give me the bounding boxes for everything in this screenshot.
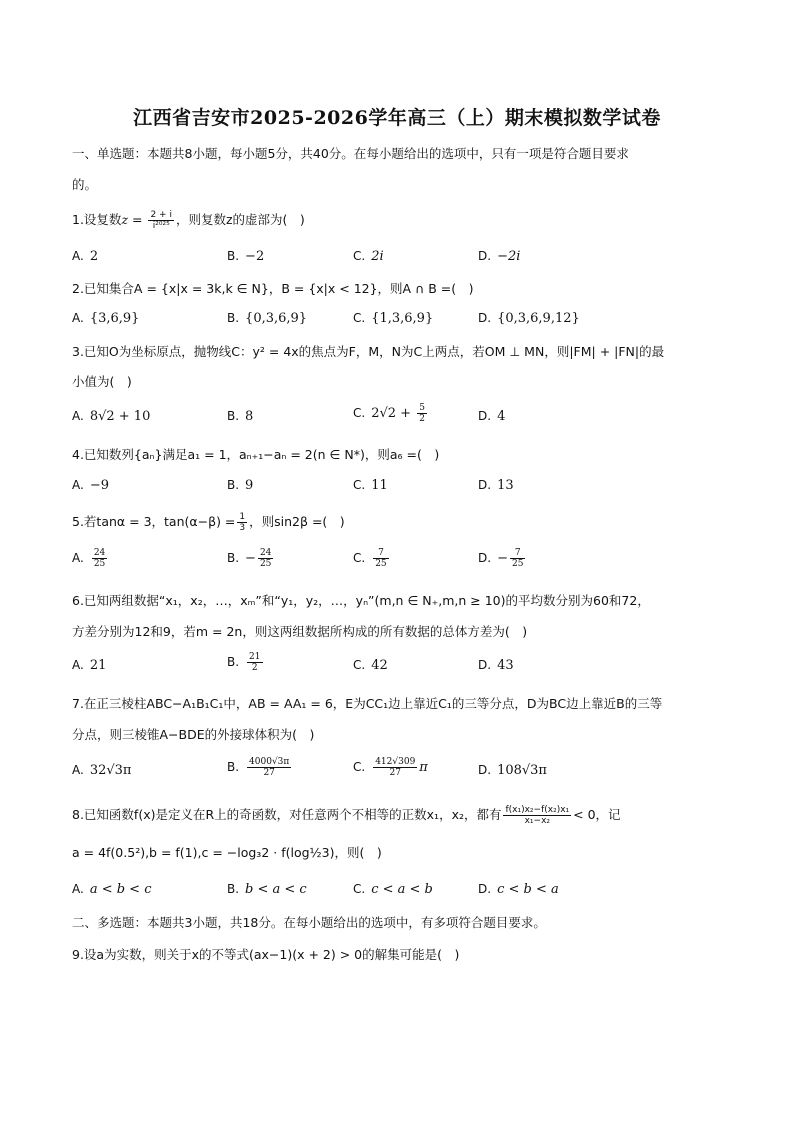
- q2-option-a[interactable]: A. {3,6,9}: [72, 311, 140, 326]
- q8-option-b[interactable]: B. b < a < c: [227, 882, 307, 897]
- question-7-stem-line1: 7.在正三棱柱ABC−A₁B₁C₁中，AB = AA₁ = 6，E为CC₁边上靠近C₁的三等分点，D为BC边上靠近B的三等: [72, 696, 663, 711]
- q1-option-d[interactable]: D. −2i: [478, 249, 521, 264]
- question-2-options: [72, 311, 732, 337]
- question-8-stem-line2: a = 4f(0.5²),b = f(1),c = −log₃2 · f(log½3)，则( ): [72, 845, 382, 860]
- q4-option-b[interactable]: B. 9: [227, 478, 254, 493]
- q7-option-a[interactable]: A. 32√3π: [72, 763, 132, 778]
- question-3-stem-line1: 3.已知O为坐标原点，抛物线C：y² = 4x的焦点为F，M，N为C上两点，若OM ⊥ MN，则|FM| + |FN|的最: [72, 344, 665, 359]
- q7-option-d[interactable]: D. 108√3π: [478, 763, 547, 778]
- section2-instructions: 二、多选题：本题共3小题，共18分。在每小题给出的选项中，有多项符合题目要求。: [72, 915, 546, 930]
- q2-option-d[interactable]: D. {0,3,6,9,12}: [478, 311, 580, 326]
- question-7-stem-line2: 分点，则三棱锥A−BDE的外接球体积为( ): [72, 727, 315, 742]
- q5-option-a[interactable]: A. $\frac{24}{25}$: [72, 548, 106, 569]
- q1-stem-suffix: ，则复数z的虚部为( ): [175, 212, 305, 227]
- q7-option-c[interactable]: C. $\frac{412√309}{27}$ π: [353, 757, 428, 778]
- q8-option-c[interactable]: C. c < a < b: [353, 882, 433, 897]
- q8-option-d[interactable]: D. c < b < a: [478, 882, 559, 897]
- question-6-stem-line1: 6.已知两组数据“x₁，x₂，…，xₘ”和“y₁，y₂，…，yₙ”(m,n ∈ N₊,m,n ≥ 10)的平均数分别为60和72，: [72, 593, 650, 608]
- question-7-options: [72, 757, 732, 789]
- q8-stem-suffix: < 0，记: [573, 807, 621, 822]
- question-6-stem-line2: 方差分别为12和9，若m = 2n，则这两组数据所构成的所有数据的总体方差为( ): [72, 624, 528, 639]
- exam-title: 江西省吉安市2025-2026学年高三（上）期末模拟数学试卷: [133, 107, 661, 129]
- q1-option-c[interactable]: C. 2i: [353, 249, 384, 264]
- question-1-options: [72, 249, 732, 275]
- section1-instructions-line2: 的。: [72, 177, 98, 192]
- q5-fraction: $\frac{1}{3}$: [239, 512, 246, 533]
- q1-stem-prefix: 1.设复数: [72, 212, 122, 227]
- q2-option-c[interactable]: C. {1,3,6,9}: [353, 311, 434, 326]
- q3-option-b[interactable]: B. 8: [227, 409, 254, 424]
- q4-option-c[interactable]: C. 11: [353, 478, 388, 493]
- q8-option-a[interactable]: A. a < b < c: [72, 882, 152, 897]
- question-6-options: [72, 652, 732, 684]
- q7-option-b[interactable]: B. $\frac{4000√3\pi}{27}$: [227, 757, 290, 778]
- question-9-stem: 9.设a为实数，则关于x的不等式(ax−1)(x + 2) > 0的解集可能是( ): [72, 947, 460, 962]
- question-3-stem-line2: 小值为( ): [72, 374, 132, 389]
- q5-stem-suffix: ，则sin2β =( ): [249, 514, 345, 529]
- q4-option-d[interactable]: D. 13: [478, 478, 514, 493]
- q8-fraction: $\frac{\text{f(x₁)x₂−f(x₂)x₁}}{\text{x₁−x₂}}$: [505, 805, 570, 826]
- q6-option-a[interactable]: A. 21: [72, 658, 107, 673]
- question-3-options: [72, 403, 732, 435]
- question-8-stem-line1: [72, 805, 621, 826]
- q4-option-a[interactable]: A. −9: [72, 478, 109, 493]
- q1-frac-num: 2 + i: [150, 210, 172, 220]
- question-5-options: [72, 548, 732, 574]
- q6-option-b[interactable]: B. $\frac{21}{2}$: [227, 652, 261, 673]
- q8-stem-prefix: 8.已知函数f(x)是定义在R上的奇函数，对任意两个不相等的正数x₁，x₂，都有: [72, 807, 502, 822]
- section1-instructions-line1: 一、单选题：本题共8小题，每小题5分，共40分。在每小题给出的选项中，只有一项是符合题目要求: [72, 146, 629, 161]
- q1-expr: z =: [121, 212, 143, 227]
- q5-stem-prefix: 5.若tanα = 3，tan(α−β) =: [72, 514, 236, 529]
- q3-option-c-fraction: $\frac{5}{2}$: [419, 403, 425, 424]
- q3-option-a[interactable]: A. 8√2 + 10: [72, 409, 151, 424]
- q1-fraction: [148, 210, 174, 231]
- q3-option-d[interactable]: D. 4: [478, 409, 506, 424]
- q1-option-b[interactable]: B. −2: [227, 249, 265, 264]
- question-2-stem: 2.已知集合A = {x|x = 3k,k ∈ N}，B = {x|x < 12}，则A ∩ B =( ): [72, 281, 474, 296]
- q6-option-d[interactable]: D. 43: [478, 658, 514, 673]
- q1-frac-den: i²⁰²⁵: [152, 221, 170, 231]
- q2-option-b[interactable]: B. {0,3,6,9}: [227, 311, 308, 326]
- question-5-stem: [72, 512, 345, 533]
- question-4-options: [72, 478, 732, 504]
- q5-option-c[interactable]: C. $\frac{7}{25}$: [353, 548, 387, 569]
- q3-option-c[interactable]: C. 2√2 + $\frac{5}{2}$: [353, 403, 425, 424]
- q6-option-c[interactable]: C. 42: [353, 658, 388, 673]
- question-4-stem: 4.已知数列{aₙ}满足a₁ = 1，aₙ₊₁−aₙ = 2(n ∈ N*)，则a₆ =( ): [72, 447, 440, 462]
- q5-option-d[interactable]: D. − $\frac{7}{25}$: [478, 548, 524, 569]
- question-1-stem: [72, 210, 305, 231]
- question-8-options: [72, 882, 732, 908]
- q5-option-b[interactable]: B. − $\frac{24}{25}$: [227, 548, 272, 569]
- q1-option-a[interactable]: A. 2: [72, 249, 99, 264]
